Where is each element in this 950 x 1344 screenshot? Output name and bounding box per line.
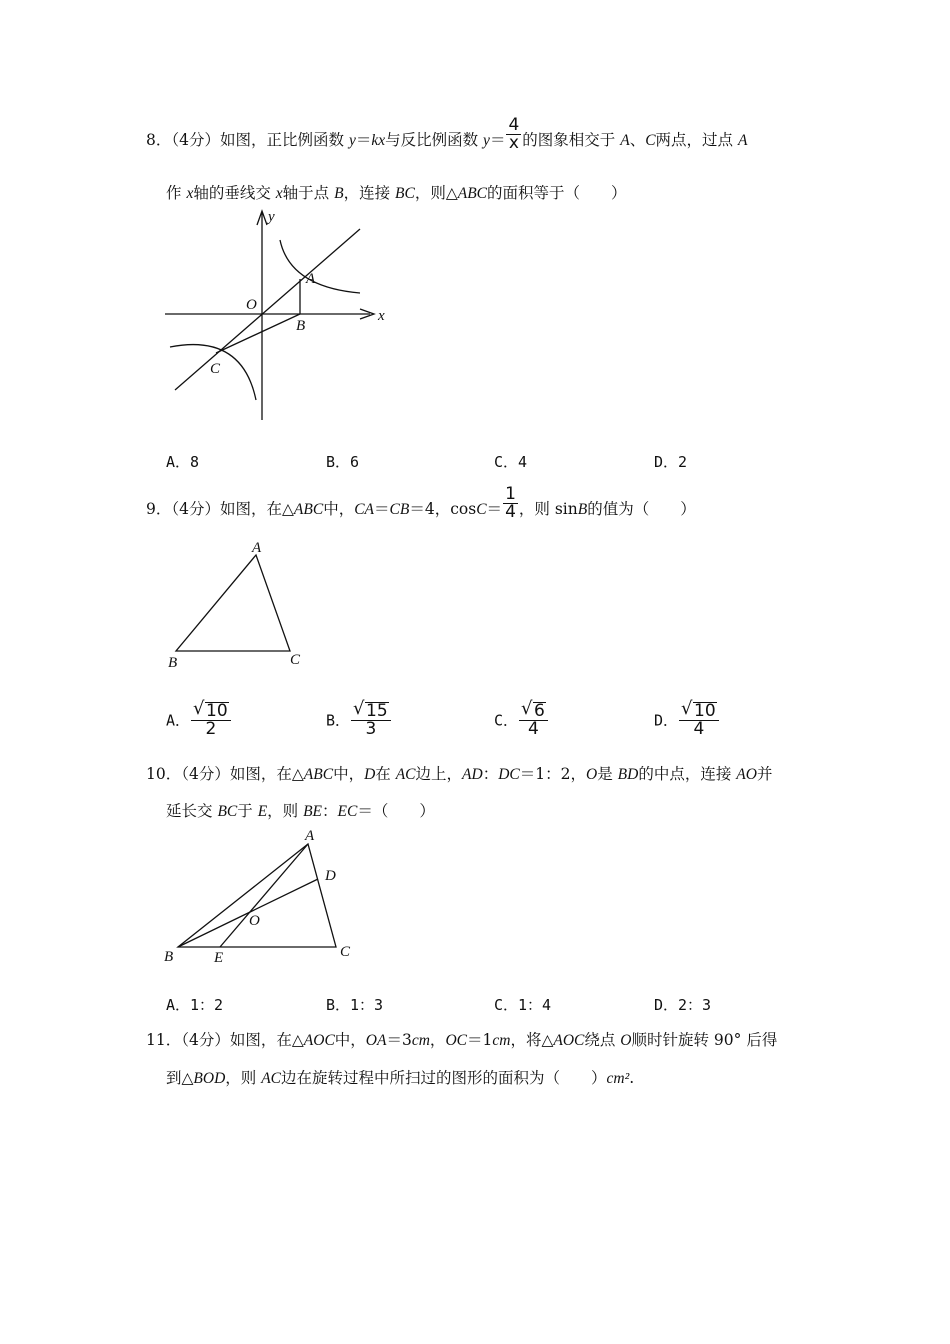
q8-figure [160,205,400,425]
sqrt-icon: √ [353,698,365,719]
fraction-denominator: 4 [528,719,539,739]
q9-score: （4分） [171,500,220,518]
q9-option-a[interactable] [166,698,232,739]
q10-text: 在 [375,765,396,783]
q8-var: kx [371,132,386,149]
triangle-ABC [178,844,336,947]
label-y: y [268,209,275,225]
q9-text: 如图，在△ [220,500,294,518]
q10-text: 如图，在△ [229,765,304,783]
q8-text: ，则△ [414,184,458,202]
q8-fraction [506,114,521,153]
label-C: C [340,944,351,960]
q8-option-c[interactable]: C．4 [494,453,528,471]
q9-figure [160,538,320,673]
fraction-denominator: x [508,132,519,153]
fraction-numerator: 1 [505,483,516,504]
q10-score: （4分） [181,765,230,783]
radicand: 10 [694,701,716,721]
q9-var: B [577,501,588,518]
q9-line1 [146,483,696,522]
fraction-denominator: 4 [693,719,705,739]
q10-number: 10． [146,765,182,783]
q10-var: BD [617,766,639,783]
q11-var: OA [365,1032,387,1049]
q11-unit: cm [411,1032,430,1049]
radicand: 10 [206,701,228,721]
q9-text: ＝ [486,500,503,518]
segment-BD [178,879,318,947]
q10-text: 边上， [415,765,463,783]
q8-option-d[interactable]: D．2 [654,453,688,471]
label-O: O [249,913,260,929]
q8-text: ，连接 [343,184,395,202]
q10-option-c[interactable]: C．1：4 [494,996,552,1014]
q11-text: 顺时针旋转 90° 后得 [631,1031,778,1049]
option-fraction [679,698,719,739]
q11-var: AOC [303,1032,335,1049]
q10-var: ABC [303,766,334,783]
q9-option-d[interactable] [654,698,720,739]
q10-text: 延长交 [166,802,218,820]
fraction-denominator: 2 [205,719,217,739]
q10-var: AO [736,766,757,783]
q8-text: ＝ [489,131,506,149]
q10-var: AD [462,766,483,783]
label-A: A [305,828,315,844]
label-D: D [325,868,336,884]
q8-var: ABC [457,185,488,202]
q8-text: 、 [629,131,646,149]
q10-figure [158,824,368,969]
q11-unit: cm [492,1032,511,1049]
option-fraction [351,698,391,739]
q10-var: EC [337,803,358,820]
q8-text: ＝ [355,131,372,149]
q10-line2 [166,799,435,821]
q11-text: 如图，在△ [229,1031,304,1049]
q11-text: ＝3 [386,1031,412,1049]
label-A: A [252,540,262,556]
line-y-kx [175,229,360,390]
q10-option-b[interactable]: B．1：3 [326,996,384,1014]
segment-AE [220,844,308,947]
radicand: 15 [366,701,388,721]
q9-text: 中， [323,500,355,518]
option-fraction [519,698,548,739]
q8-option-a[interactable]: A．8 [166,453,200,471]
q9-var: ABC [293,501,324,518]
q8-var: y [483,132,490,149]
q10-text: 是 [597,765,618,783]
q9-text: ，则 sin [518,500,578,518]
q11-var: BOD [193,1070,226,1087]
q8-number: 8． [146,131,172,149]
label-O: O [246,297,257,313]
hyperbola-branch-upper [280,240,360,293]
q8-line1 [146,114,748,153]
q9-var: CB [389,501,410,518]
q10-var: BE [303,803,323,820]
q9-var: CA [354,501,375,518]
q8-text: 如图，正比例函数 [220,131,349,149]
q8-text: 轴的垂线交 [193,184,276,202]
q10-text: ＝1：2， [519,765,587,783]
q9-text: ＝4，cos [409,500,477,518]
triangle-ABC [176,555,290,651]
q11-number: 11． [146,1031,182,1049]
q8-text: 的图象相交于 [522,131,621,149]
q11-text: ， [429,1031,446,1049]
q11-var: OC [445,1032,467,1049]
q11-text: ，将△ [510,1031,554,1049]
q8-var: A [737,132,748,149]
option-label: D． [654,711,679,730]
q8-text: 两点，过点 [655,131,738,149]
q9-number: 9． [146,500,172,518]
q11-unit: cm² [606,1070,630,1087]
q10-text: 并 [756,765,773,783]
q10-text: 的中点，连接 [638,765,737,783]
fraction-numerator: 4 [508,114,520,135]
q8-text: 与反比例函数 [385,131,484,149]
sqrt-icon: √ [193,698,205,719]
q9-fraction [503,483,518,522]
q10-var: AC [395,766,416,783]
q8-var: x [186,185,194,202]
q11-text: . [629,1069,635,1087]
q11-score: （4分） [181,1031,230,1049]
q10-var: BC [217,803,238,820]
q9-var: C [476,501,487,518]
q9-text: 的值为（ ） [587,500,696,518]
q10-line1 [146,762,772,784]
q8-var: BC [395,185,415,202]
label-C: C [290,652,301,668]
q11-text: 中， [334,1031,366,1049]
label-x: x [378,308,385,324]
q10-var: D [364,766,376,783]
option-label: B． [326,711,351,730]
radicand: 6 [534,701,545,721]
q8-score: （4分） [171,131,220,149]
q8-option-b[interactable]: B．6 [326,453,360,471]
q10-text: 于 [237,802,258,820]
q11-text: 边在旋转过程中所扫过的图形的面积为（ ） [281,1069,607,1087]
q11-text: 绕点 [584,1031,621,1049]
q8-text: 轴于点 [282,184,335,202]
q11-text: 到△ [166,1069,194,1087]
label-A: A [306,271,316,287]
segment-BC [216,314,300,353]
option-label: A． [166,711,191,730]
q8-var: C [645,132,656,149]
q10-text: ： [322,802,338,820]
q8-var: B [334,185,344,202]
q10-text: 中， [333,765,365,783]
sqrt-icon: √ [521,698,533,719]
fraction-denominator: 4 [505,501,516,522]
q10-option-a[interactable]: A．1：2 [166,996,224,1014]
option-label: C． [494,711,519,730]
q8-var: A [620,132,630,149]
q11-var: O [620,1032,632,1049]
q10-var: E [257,803,268,820]
q10-text: ： [482,765,499,783]
label-C: C [210,361,221,377]
q8-var: y [348,132,356,149]
q8-line2 [166,181,627,203]
sqrt-icon: √ [681,698,693,719]
q11-var: AOC [553,1032,585,1049]
q10-text: ，则 [267,802,304,820]
q8-var: x [275,185,283,202]
q11-text: ＝1 [466,1031,493,1049]
option-fraction [191,698,231,739]
fraction-denominator: 3 [365,719,377,739]
label-B: B [164,949,174,965]
q8-text: 作 [166,184,187,202]
q9-text: ＝ [374,500,390,518]
q9-option-b[interactable] [326,698,392,739]
q11-text: ，则 [225,1069,262,1087]
label-B: B [168,655,178,671]
q10-option-d[interactable]: D．2：3 [654,996,712,1014]
label-B: B [296,318,306,334]
q9-option-c[interactable] [494,698,549,739]
q11-line1 [146,1028,777,1050]
q10-var: DC [498,766,520,783]
q11-var: AC [261,1070,282,1087]
q11-line2 [166,1066,634,1088]
q8-text: 的面积等于（ ） [487,184,627,202]
q10-text: ＝（ ） [357,802,435,820]
q10-var: O [586,766,598,783]
label-E: E [214,950,224,966]
